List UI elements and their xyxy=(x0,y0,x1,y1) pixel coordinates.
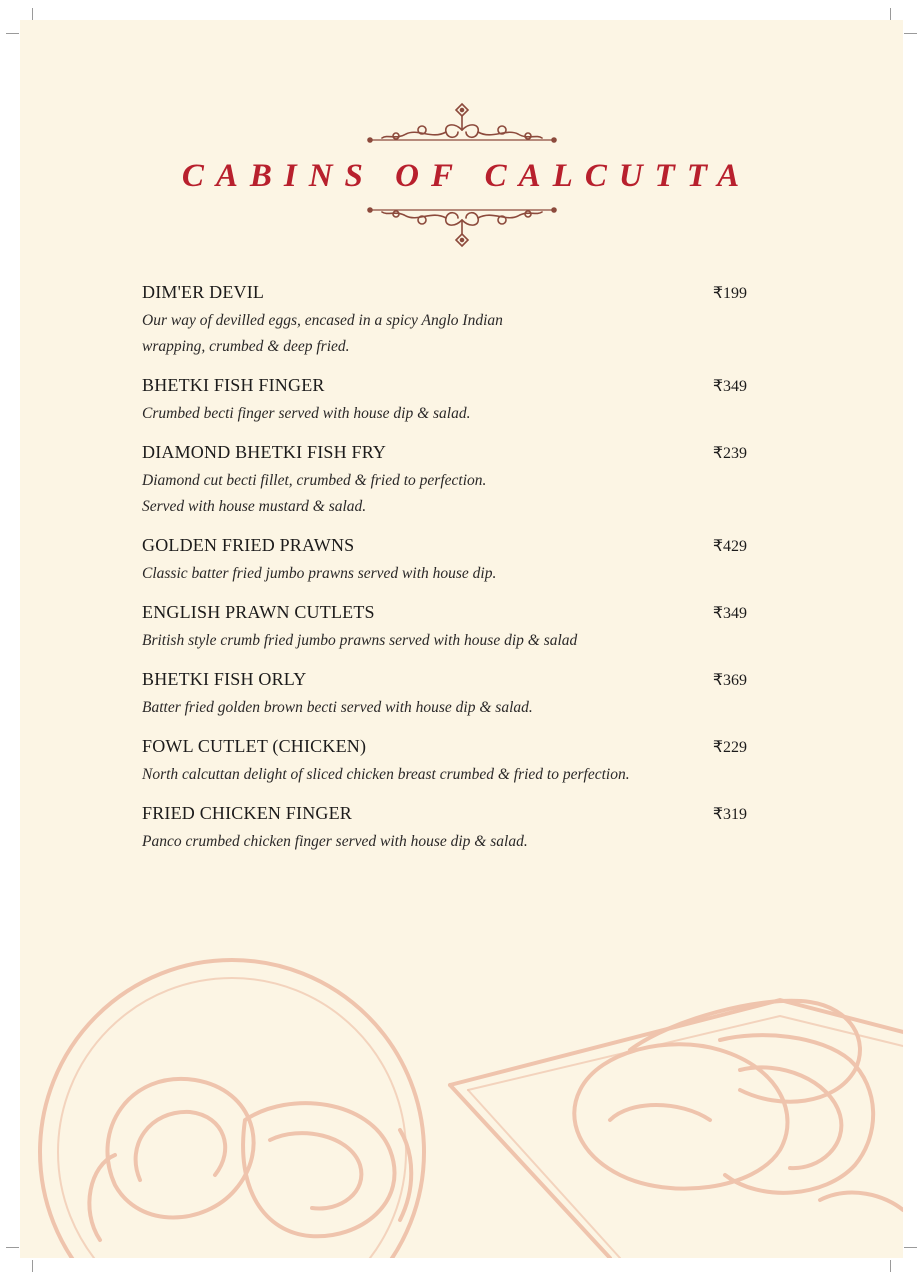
menu-page xyxy=(20,20,903,1258)
item-description: Panco crumbed chicken finger served with house dip & salad. xyxy=(142,833,528,850)
item-price: ₹229 xyxy=(712,739,747,756)
item-name: ENGLISH PRAWN CUTLETS xyxy=(142,602,375,622)
crop-mark xyxy=(890,1260,891,1272)
item-price: ₹349 xyxy=(712,378,747,395)
menu-item xyxy=(142,803,747,855)
item-description: Diamond cut becti fillet, crumbed & fried to perfection. Served with house mustard & salad. xyxy=(142,472,487,515)
item-name: GOLDEN FRIED PRAWNS xyxy=(142,535,355,555)
item-description: Batter fried golden brown becti served with house dip & salad. xyxy=(142,699,533,716)
menu-item xyxy=(142,602,747,654)
menu-item xyxy=(142,282,747,360)
item-price: ₹369 xyxy=(712,672,747,689)
crop-mark xyxy=(6,33,19,34)
page-title: CABINS OF CALCUTTA xyxy=(181,158,752,194)
item-name: BHETKI FISH FINGER xyxy=(142,375,325,395)
item-name: DIAMOND BHETKI FISH FRY xyxy=(142,442,387,462)
flourish-ornament-icon xyxy=(362,100,562,152)
menu-item xyxy=(142,736,747,788)
crop-mark xyxy=(6,1247,19,1248)
crop-mark xyxy=(904,33,917,34)
item-description: Crumbed becti finger served with house dip & salad. xyxy=(142,405,471,422)
item-price: ₹239 xyxy=(712,445,747,462)
menu-item xyxy=(142,442,747,520)
crop-mark xyxy=(32,1260,33,1272)
item-description: Our way of devilled eggs, encased in a spicy Anglo Indian wrapping, crumbed & deep fried. xyxy=(142,312,503,355)
crop-mark xyxy=(890,8,891,20)
item-name: DIM'ER DEVIL xyxy=(142,282,265,302)
header xyxy=(20,100,903,250)
item-name: BHETKI FISH ORLY xyxy=(142,669,307,689)
item-description: British style crumb fried jumbo prawns served with house dip & salad xyxy=(142,632,578,649)
item-description: North calcuttan delight of sliced chicken breast crumbed & fried to perfection. xyxy=(142,766,630,783)
menu-item xyxy=(142,375,747,427)
item-price: ₹349 xyxy=(712,605,747,622)
crop-mark xyxy=(904,1247,917,1248)
menu-list xyxy=(142,282,747,870)
item-description: Classic batter fried jumbo prawns served with house dip. xyxy=(142,565,497,582)
item-name: FRIED CHICKEN FINGER xyxy=(142,803,353,823)
menu-item xyxy=(142,535,747,587)
crop-mark xyxy=(32,8,33,20)
food-plates-illustration xyxy=(20,940,903,1258)
item-price: ₹199 xyxy=(712,285,747,302)
item-price: ₹319 xyxy=(712,806,747,823)
item-name: FOWL CUTLET (CHICKEN) xyxy=(142,736,367,756)
flourish-ornament-icon xyxy=(362,198,562,250)
item-price: ₹429 xyxy=(712,538,747,555)
menu-item xyxy=(142,669,747,721)
